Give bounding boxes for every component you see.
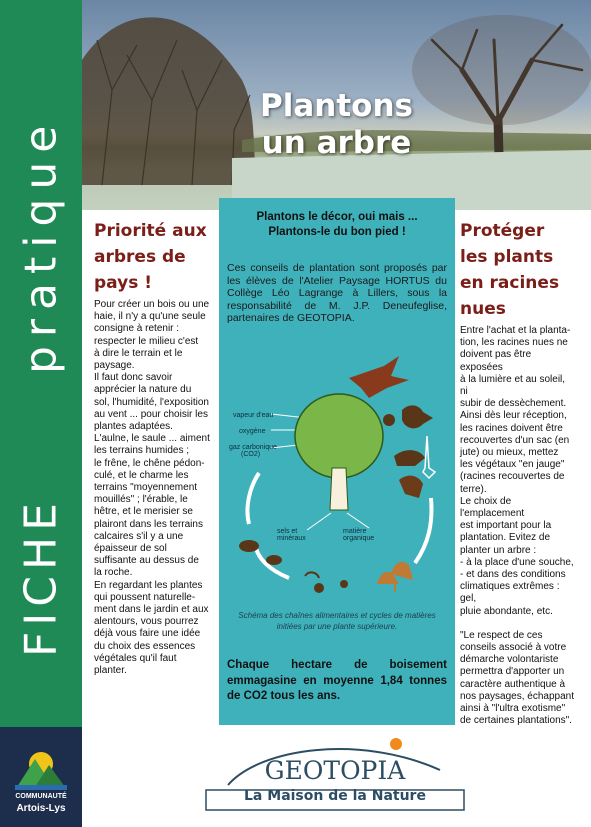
body-line: Pour créer un bois ou une: [94, 299, 210, 310]
sidebar: [0, 0, 82, 727]
body-line: L'aulne, le saule ... aiment: [94, 433, 210, 445]
body-line: terre).: [460, 483, 487, 495]
body-line: doivent pas être exposées: [460, 349, 532, 373]
sidebar-title-word2: pratique: [15, 117, 67, 375]
left-column-body: [94, 299, 216, 677]
body-line: les végétaux "en jauge": [460, 459, 565, 471]
body-line: conseils associé à votre: [460, 642, 567, 654]
body-line: végétales qu'il faut: [94, 652, 177, 664]
body-line: culé, et le charme les: [94, 469, 189, 481]
cycle-arrow-icon: [415, 498, 431, 563]
body-line: apprécier la nature du: [94, 384, 192, 396]
heading-line: arbres de: [94, 247, 186, 267]
cycle-arrow-icon: [423, 436, 435, 478]
communaute-logo-line1: COMMUNAUTÉ: [15, 793, 67, 800]
label-organic-matter: [343, 528, 374, 542]
insect-icon: [340, 580, 348, 588]
food-chain-diagram: [219, 348, 455, 610]
left-column: [94, 218, 216, 677]
communaute-logo-line2: Artois-Lys: [16, 803, 66, 814]
body-line: déjà vous faire une idée: [94, 628, 201, 640]
label-oxygen: oxygène: [239, 428, 266, 435]
body-line: suffisante au dessus de: [94, 555, 199, 567]
songbird-icon: [402, 405, 433, 428]
body-line: planter un arbre :: [460, 544, 537, 556]
heading-line: les plants: [460, 247, 554, 267]
hawk-icon: [349, 356, 409, 398]
body-line: plairont dans les terrains: [94, 518, 203, 530]
brand-name: GEOTOPIA: [264, 756, 406, 785]
body-line: qui poussent naturelle-: [94, 591, 196, 603]
geotopia-logo: [200, 730, 470, 827]
body-line: climatiques extrêmes : gel,: [460, 581, 560, 605]
sidebar-title-word1: FICHE: [15, 497, 67, 657]
body-line: à dire le terrain et le: [94, 347, 183, 359]
body-line: sol, l'humidité, l'exposition: [94, 396, 209, 408]
heading-line: Priorité aux: [94, 221, 207, 241]
body-line: ment dans le jardin et aux: [94, 604, 209, 616]
body-line: calcaires s'il y a une: [94, 530, 184, 542]
body-line: la roche.: [94, 567, 133, 579]
body-line: permettra d'apporter un: [460, 666, 565, 678]
page-title: [82, 88, 591, 162]
body-line: pluie abondante, etc.: [460, 605, 553, 617]
caption-line: Schéma des chaînes alimentaires et cycles de matières: [238, 611, 436, 620]
body-line: caractère authentique à: [460, 678, 566, 690]
woodlouse-icon: [239, 540, 259, 552]
communaute-logo-block: [0, 727, 82, 827]
communaute-logo-icon: [13, 747, 69, 793]
beetle-icon: [383, 414, 395, 426]
cycle-arrow-icon: [247, 473, 259, 524]
bird-icon: [394, 450, 425, 466]
body-line: paysage.: [94, 360, 135, 372]
diagram-caption: [225, 610, 449, 632]
page-title-line1: Plantons: [260, 88, 413, 124]
tree-crown-icon: [295, 394, 383, 478]
body-line: de certaines plantations".: [460, 715, 572, 727]
label-line: sels et: [277, 528, 298, 535]
insect-icon: [314, 583, 324, 593]
body-line: tion, les racines nues ne: [460, 337, 568, 349]
body-line: mouillés" ; l'érable, le: [94, 494, 188, 506]
brand-tagline: La Maison de la Nature: [244, 788, 426, 804]
body-line: [460, 618, 574, 630]
heading-line: Plantons-le du bon pied !: [268, 226, 406, 238]
heading-line: Protéger: [460, 221, 545, 241]
body-line: - à la place d'une souche,: [460, 556, 574, 568]
body-line: hêtre, et le merisier se: [94, 506, 193, 518]
heading-line: en racines: [460, 273, 560, 293]
body-line: Entre l'achat et la planta-: [460, 325, 571, 336]
body-line: Ainsi dès leur réception,: [460, 410, 567, 422]
center-panel: [219, 198, 455, 725]
label-water-vapour: vapeur d'eau: [233, 412, 274, 419]
body-line: alentours, vous pourrez: [94, 616, 199, 628]
food-chain-drawing: [219, 348, 455, 610]
center-panel-heading: [225, 210, 449, 240]
sidebar-title: [3, 117, 79, 657]
heading-line: Plantons le décor, oui mais ...: [256, 211, 418, 223]
left-column-heading: [94, 218, 216, 296]
body-line: épaisseur de sol: [94, 543, 167, 555]
body-line: au vent ... pour choisir les: [94, 408, 208, 420]
body-line: Il faut donc savoir: [94, 372, 173, 384]
snail-icon: [399, 476, 423, 498]
body-line: le frêne, le chêne pédon-: [94, 457, 205, 469]
body-line: plantes adaptées.: [94, 421, 173, 433]
body-line: (racines recouvertes de: [460, 471, 565, 483]
body-line: subir de dessèchement.: [460, 398, 567, 410]
body-line: Le choix de l'emplacement: [460, 495, 525, 520]
label-line: minéraux: [277, 535, 306, 542]
body-line: En regardant les plantes: [94, 579, 203, 591]
heading-line: nues: [460, 299, 506, 319]
label-line: gaz carbonique: [229, 444, 277, 451]
body-line: - et dans des conditions: [460, 569, 566, 581]
right-column-heading: [460, 218, 574, 322]
body-line: les racines doivent être: [460, 422, 563, 434]
right-column-body: [460, 325, 574, 728]
heading-line: pays !: [94, 273, 152, 293]
body-line: consigne à retenir :: [94, 323, 180, 335]
caption-line: initiées par une plante supérieure.: [276, 622, 398, 631]
body-line: nos paysages, échappant: [460, 690, 574, 702]
body-line: planter.: [94, 665, 127, 677]
worm-icon: [305, 572, 319, 578]
body-line: recouvertes d'un sac (en: [460, 434, 570, 446]
page-title-line2: un arbre: [261, 125, 412, 161]
right-column: [460, 218, 574, 728]
label-line: (CO2): [241, 451, 261, 458]
body-line: respecter le milieu c'est: [94, 335, 199, 347]
body-line: plantation. Evitez de: [460, 532, 551, 544]
body-line: démarche volontariste: [460, 654, 559, 666]
label-carbon-dioxide: [229, 444, 277, 458]
body-line: terrains "moyennement: [94, 482, 198, 494]
body-line: à la lumière et au soleil, ni: [460, 373, 566, 398]
body-line: ainsi à "l'ultra exotisme": [460, 703, 566, 715]
body-line: du choix des essences: [94, 640, 196, 652]
body-line: jute) ou mieux, mettez: [460, 447, 559, 459]
co2-fact: Chaque hectare de boisement emmagasine en moyenne 1,84 tonnes de CO2 tous les ans.: [227, 659, 447, 702]
body-line: haie, il n'y a qu'une seule: [94, 311, 206, 323]
body-line: est important pour la: [460, 520, 552, 532]
label-line: organique: [343, 535, 375, 542]
label-minerals: [277, 528, 306, 542]
hero-photo: [82, 0, 591, 210]
label-line: matière: [343, 528, 367, 535]
body-line: "Le respect de ces: [460, 629, 543, 641]
center-panel-intro: Ces conseils de plantation sont proposés par les élèves de l'Atelier Paysage HORTUS du Collège Léo Lagrange à Lillers, sous la responsabilité de M. J.P. Deneufeglise, partenaires de GEOTOPIA.: [227, 262, 447, 324]
woodlouse-icon: [266, 555, 282, 565]
body-line: les terrains humides ;: [94, 445, 190, 457]
